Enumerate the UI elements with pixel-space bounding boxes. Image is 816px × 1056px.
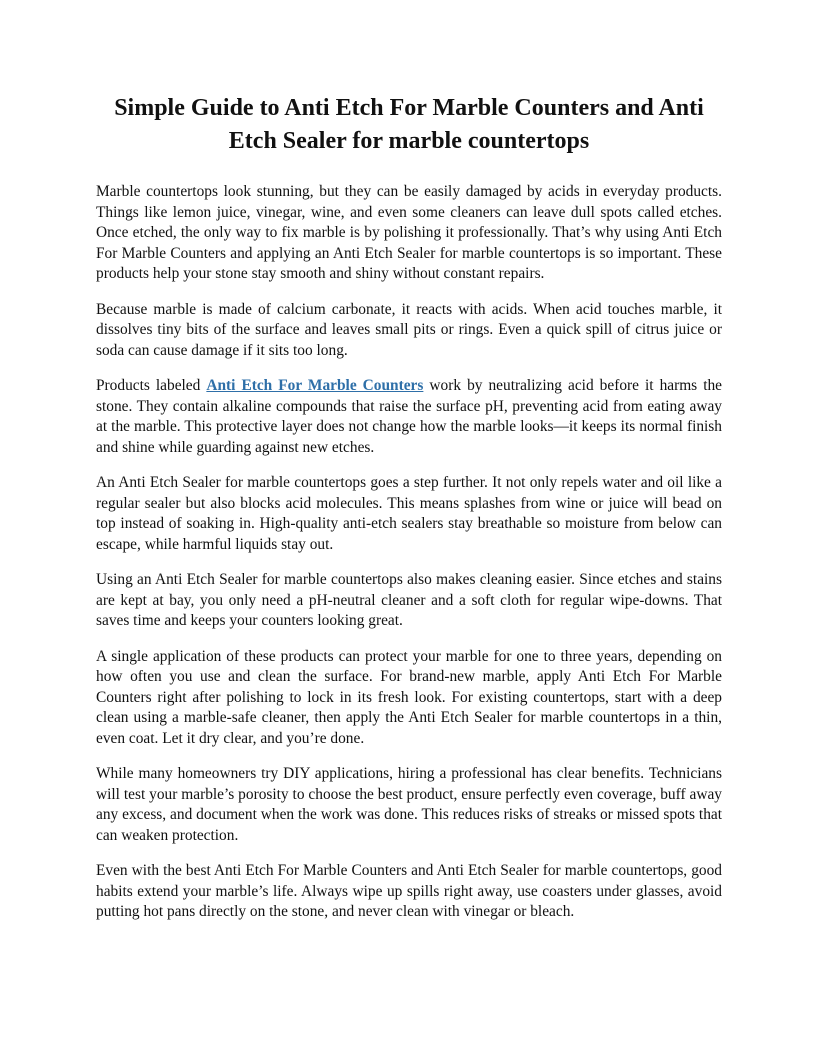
- paragraph-cleaning: Using an Anti Etch Sealer for marble countertops also makes cleaning easier. Since etches and stains are kept at bay, you only need a pH-neutral cleaner and a soft cloth for regular wipe-downs. That saves time and keeps your counters looking great.: [96, 571, 722, 629]
- paragraph-text-after-link: work by neutralizing acid before it harms the stone. They contain alkaline compounds that raise the surface pH, preventing acid from eating away at the marble. This protective layer does not change how the marble looks—it keeps its normal finish and shine while guarding against new etches.: [96, 377, 723, 456]
- paragraph-sealer: An Anti Etch Sealer for marble countertops goes a step further. It not only repels water and oil like a regular sealer but also blocks acid molecules. This means splashes from wine or juice will bead on top instead of soaking in. High-quality anti-etch sealers stay breathable so moisture from below can escape, while harmful liquids stay out.: [96, 474, 722, 553]
- paragraph-habits: Even with the best Anti Etch For Marble Counters and Anti Etch Sealer for marble countertops, good habits extend your marble’s life. Always wipe up spills right away, use coasters under glasses, avoid putting hot pans directly on the stone, and never clean with vinegar or bleach.: [96, 862, 722, 920]
- paragraph-application: A single application of these products can protect your marble for one to three years, depending on how often you use and clean the surface. For brand-new marble, apply Anti Etch For Marble Counters right after polishing to lock in its fresh look. For existing countertops, start with a deep clean using a marble-safe cleaner, then apply the Anti Etch Sealer for marble countertops in a thin, even coat. Let it dry clear, and you’re done.: [96, 647, 722, 747]
- paragraph-calcium-carbonate: Because marble is made of calcium carbonate, it reacts with acids. When acid touches marble, it dissolves tiny bits of the surface and leaves small pits or rings. Even a quick spill of citrus juice or soda can cause damage if it sits too long.: [96, 300, 722, 359]
- anti-etch-link[interactable]: Anti Etch For Marble Counters: [206, 377, 424, 394]
- paragraph-text-before-link: Products labeled: [96, 377, 207, 394]
- paragraph-professional: While many homeowners try DIY applications, hiring a professional has clear benefits. Technicians will test your marble’s porosity to choose the best product, ensure perfectly even coverage, buff away any excess, and document when the work was done. This reduces risks of streaks or missed spots that can weaken protection.: [96, 765, 722, 844]
- paragraph-intro: Marble countertops look stunning, but they can be easily damaged by acids in everyday products. Things like lemon juice, vinegar, wine, and even some cleaners can leave dull spots called etches. Once etched, the only way to fix marble is by polishing it professionally. That’s why using Anti Etch For Marble Counters and applying an Anti Etch Sealer for marble countertops is so important. These products help your stone stay smooth and shiny without constant repairs.: [96, 183, 722, 282]
- document-page: [96, 92, 722, 938]
- paragraph-products-labeled: [96, 376, 722, 458]
- page-title: Simple Guide to Anti Etch For Marble Counters and Anti Etch Sealer for marble countertops: [114, 95, 704, 154]
